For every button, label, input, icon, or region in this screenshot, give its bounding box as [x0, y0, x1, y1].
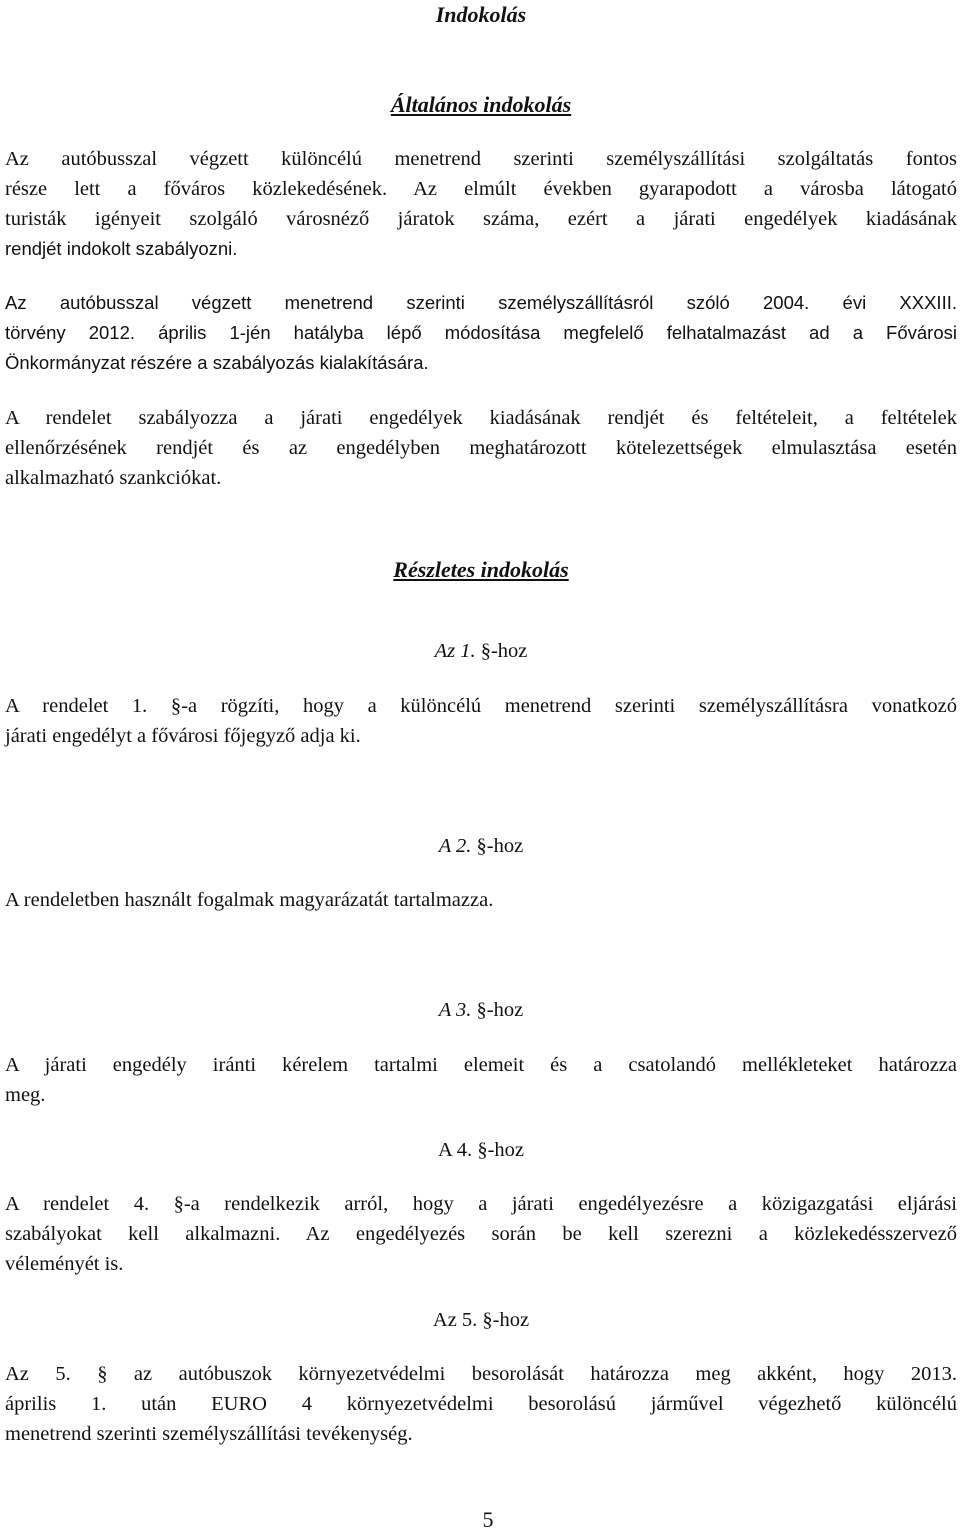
detailed-heading: Részletes indokolás — [393, 557, 569, 582]
text-line: április 1. után EURO 4 környezetvédelmi besorolású járművel végezhető különcélú — [5, 1393, 957, 1415]
text-line: Önkormányzat részére a szabályozás kialakítására. — [5, 352, 429, 373]
section-1-number: Az 1. — [434, 640, 476, 662]
section-3-number: A 3. — [438, 999, 472, 1021]
text-line: A rendeletben használt fogalmak magyarázatát tartalmazza. — [5, 889, 494, 911]
section-sign: § — [476, 999, 487, 1021]
text-line: véleményét is. — [5, 1253, 124, 1275]
text-line: Az autóbusszal végzett menetrend szerinti személyszállításról szóló 2004. évi XXXIII. — [5, 292, 957, 313]
text-line: A rendelet szabályozza a járati engedélyek kiadásának rendjét és feltételeit, a feltételek — [5, 407, 957, 429]
text-line: rendjét indokolt szabályozni. — [5, 238, 238, 259]
section-4-heading — [5, 1135, 957, 1165]
document-title: Indokolás — [435, 2, 527, 27]
section-sign: § — [482, 1309, 493, 1331]
text-line: ellenőrzésének rendjét és az engedélyben meghatározott kötelezettségek elmulasztása esetén — [5, 437, 957, 459]
section-4-number: A 4. — [438, 1139, 473, 1161]
text-line: járati engedélyt a fővárosi főjegyző adja ki. — [5, 725, 361, 747]
section-suffix: -hoz — [487, 1139, 524, 1161]
text-line: Az 5. § az autóbuszok környezetvédelmi besorolását határozza meg akként, hogy 2013. — [5, 1363, 957, 1385]
text-line: A rendelet 1. §-a rögzíti, hogy a különcélú menetrend szerinti személyszállításra vonatkozó — [5, 695, 957, 717]
section-suffix: -hoz — [486, 835, 524, 857]
page-number: 5 — [482, 1507, 494, 1532]
section-5-number: Az 5. — [432, 1309, 478, 1331]
section-1-heading — [5, 636, 957, 666]
section-sign: § — [477, 1139, 488, 1161]
text-line: A járati engedély iránti kérelem tartalmi elemeit és a csatolandó mellékleteket határozza — [5, 1054, 957, 1076]
section-2-heading — [5, 831, 957, 861]
text-line: A rendelet 4. §-a rendelkezik arról, hogy a járati engedélyezésre a közigazgatási eljárási — [5, 1193, 957, 1215]
text-line: része lett a főváros közlekedésének. Az elmúlt években gyarapodott a városba látogató — [5, 178, 957, 200]
text-line: menetrend szerinti személyszállítási tevékenység. — [5, 1423, 413, 1445]
text-line: törvény 2012. április 1-jén hatályba lépő módosítása megfelelő felhatalmazást ad a Fővárosi — [5, 322, 957, 343]
text-line: szabályokat kell alkalmazni. Az engedélyezés során be kell szerezni a közlekedésszervező — [5, 1223, 957, 1245]
section-3-heading — [5, 995, 957, 1025]
section-sign: § — [480, 640, 491, 662]
section-suffix: -hoz — [492, 1309, 530, 1331]
section-suffix: -hoz — [486, 999, 524, 1021]
section-5-heading — [5, 1305, 957, 1335]
section-2-number: A 2. — [438, 835, 472, 857]
text-line: alkalmazható szankciókat. — [5, 467, 222, 489]
section-suffix: -hoz — [490, 640, 528, 662]
text-line: meg. — [5, 1084, 46, 1106]
general-heading: Általános indokolás — [390, 92, 572, 117]
text-line: Az autóbusszal végzett különcélú menetrend szerinti személyszállítási szolgáltatás fontos — [5, 148, 957, 170]
text-line: turisták igényeit szolgáló városnéző járatok száma, ezért a járati engedélyek kiadásának — [5, 208, 957, 230]
section-sign: § — [476, 835, 487, 857]
